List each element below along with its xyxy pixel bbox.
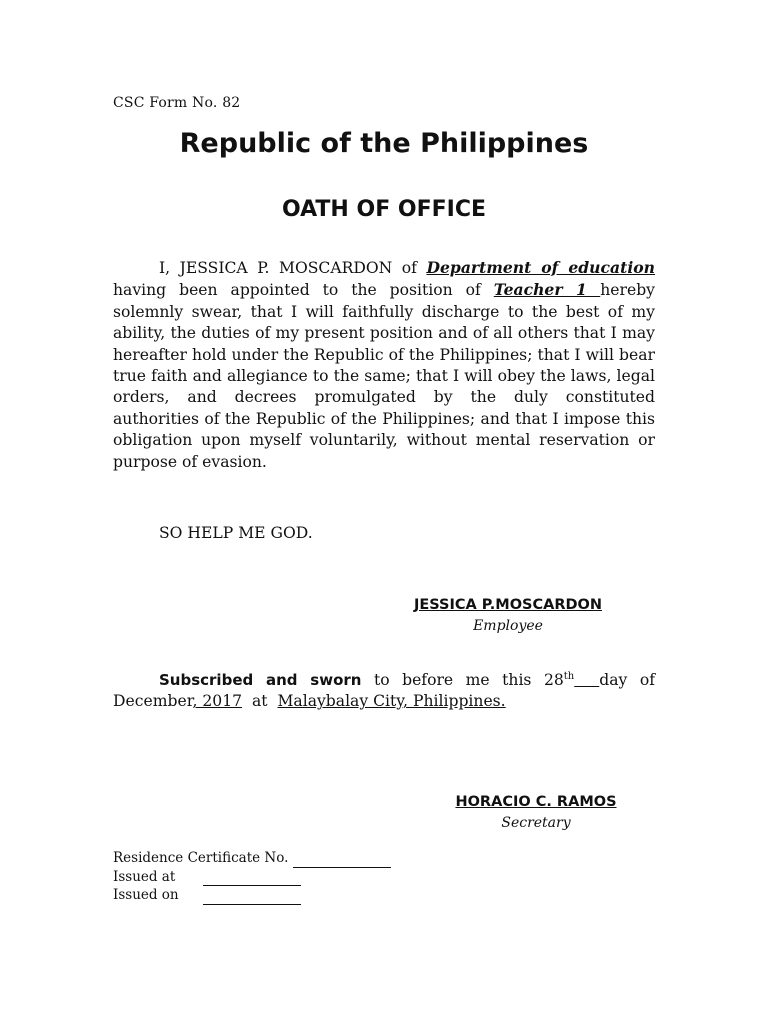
oath-paragraph (113, 257, 655, 473)
officer-title: Secretary (501, 815, 571, 831)
employee-name: JESSICA P.MOSCARDON (413, 597, 603, 613)
employee-title: Employee (473, 618, 543, 634)
issued-on-row (113, 886, 391, 905)
sworn-text-after-day: day of December (113, 671, 655, 711)
oath-appointed-text: having been appointed to the position of (113, 281, 494, 300)
employee-signature-block (330, 594, 686, 636)
closing-line: SO HELP ME GOD. (159, 524, 313, 542)
issued-at-blank[interactable] (203, 873, 301, 886)
form-number: CSC Form No. 82 (113, 95, 241, 111)
officer-signature-block (390, 791, 682, 833)
officer-name: HORACIO C. RAMOS (455, 794, 617, 810)
department-name: Department of education (426, 258, 655, 277)
residence-certificate-label: Residence Certificate No. (113, 850, 289, 866)
sworn-bold-text: Subscribed and sworn (159, 671, 362, 689)
residence-certificate-blank[interactable] (293, 855, 391, 868)
oath-title: OATH OF OFFICE (281, 197, 486, 222)
issued-at-label: Issued at (113, 868, 176, 885)
residence-section (113, 849, 391, 905)
sworn-day-suffix: th (563, 670, 575, 682)
residence-certificate-row (113, 849, 391, 868)
sworn-at-text: at (242, 692, 278, 711)
oath-intro: I, JESSICA P. MOSCARDON of (159, 259, 427, 277)
republic-heading: Republic of the Philippines (179, 128, 589, 159)
issued-on-label: Issued on (113, 887, 179, 903)
sworn-day: 28 (543, 671, 564, 689)
issued-at-row (113, 868, 391, 887)
position-name: Teacher 1 (493, 280, 601, 300)
issued-on-blank[interactable] (203, 892, 301, 905)
sworn-place: Malaybalay City, Philippines. (277, 692, 506, 711)
oath-body-text: hereby solemnly swear, that I will faithfully discharge to the best of my ability, the duties of my present position and of all others that I may hereafter hold under the Republic of the Philippines; that I will bear true faith and allegiance to the same; that I will obey the laws, legal orders, and decrees promulgated by the duly constituted authorities of the Republic of the Philippines; and that I impose this obligation upon myself voluntarily, without mental reservation or purpose of evasion. (113, 281, 655, 471)
sworn-year: , 2017 (192, 692, 243, 711)
sworn-text-before-day: to before me this (361, 671, 544, 689)
sworn-paragraph (113, 670, 655, 713)
sworn-day-blank (574, 671, 599, 689)
